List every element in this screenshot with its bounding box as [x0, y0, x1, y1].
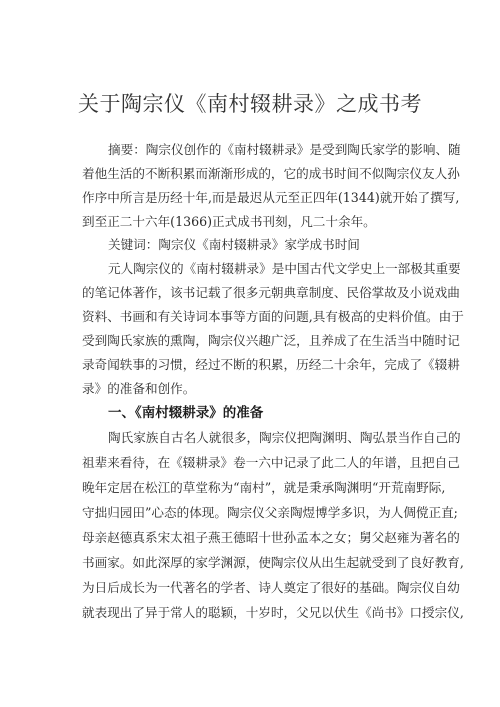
keywords-line: 关键词：陶宗仪《南村辍耕录》家学成书时间	[108, 237, 360, 252]
intro-line-5: 录奇闻轶事的习惯，经过不断的积累，历经二十余年，完成了《辍耕	[82, 357, 460, 372]
intro-line-3: 资料、书画和有关诗词本事等方面的问题,具有极高的史料价值。由于	[82, 309, 464, 324]
section1-line-7: 为日后成长为一代著名的学者、诗人奠定了很好的基础。陶宗仪自幼	[82, 580, 460, 595]
section1-line-4: 守拙归园田”心态的体现。陶宗仪父亲陶煜博学多识，为人倜傥正直;	[82, 505, 458, 520]
document-title: 关于陶宗仪《南村辍耕录》之成书考	[78, 92, 422, 116]
intro-line-4: 受到陶氏家族的熏陶，陶宗仪兴趣广泛，且养成了在生活当中随时记	[82, 333, 460, 348]
section1-line-1: 陶氏家族自古名人就很多，陶宗仪把陶渊明、陶弘景当作自己的	[108, 430, 461, 445]
intro-line-1: 元人陶宗仪的《南村辍耕录》是中国古代文学史上一部极其重要	[108, 261, 461, 276]
abstract-line-2: 着他生活的不断积累而渐渐形成的，它的成书时间不似陶宗仪友人孙	[82, 166, 460, 181]
abstract-line-4: 到至正二十六年(1366)正式成书刊刻，凡二十余年。	[82, 214, 376, 229]
section1-line-3: 晚年定居在松江的草堂称为“南村”，就是秉承陶渊明“开荒南野际,	[82, 480, 446, 495]
section1-line-2: 祖辈来看待，在《辍耕录》卷一六中记录了此二人的年谱，且把自己	[82, 455, 460, 470]
section1-line-8: 就表现出了异于常人的聪颖，十岁时，父兄以伏生《尚书》口授宗仪,	[82, 605, 464, 620]
abstract-line-1: 摘要：陶宗仪创作的《南村辍耕录》是受到陶氏家学的影响、随	[108, 142, 461, 157]
intro-line-6: 录》的准备和创作。	[82, 381, 196, 396]
section-heading: 一、《南村辍耕录》的准备	[108, 405, 264, 421]
abstract-line-3: 作序中所言是历经十年,而是最迟从元至正四年(1344)就开始了撰写,	[82, 190, 460, 205]
section1-line-5: 母亲赵德真系宋太祖子燕王德昭十世孙孟本之女；舅父赵雍为著名的	[82, 530, 460, 545]
section1-line-6: 书画家。如此深厚的家学渊源，使陶宗仪从出生起就受到了良好教育,	[82, 555, 464, 570]
intro-line-2: 的笔记体著作，该书记载了很多元朝典章制度、民俗掌故及小说戏曲	[82, 285, 460, 300]
